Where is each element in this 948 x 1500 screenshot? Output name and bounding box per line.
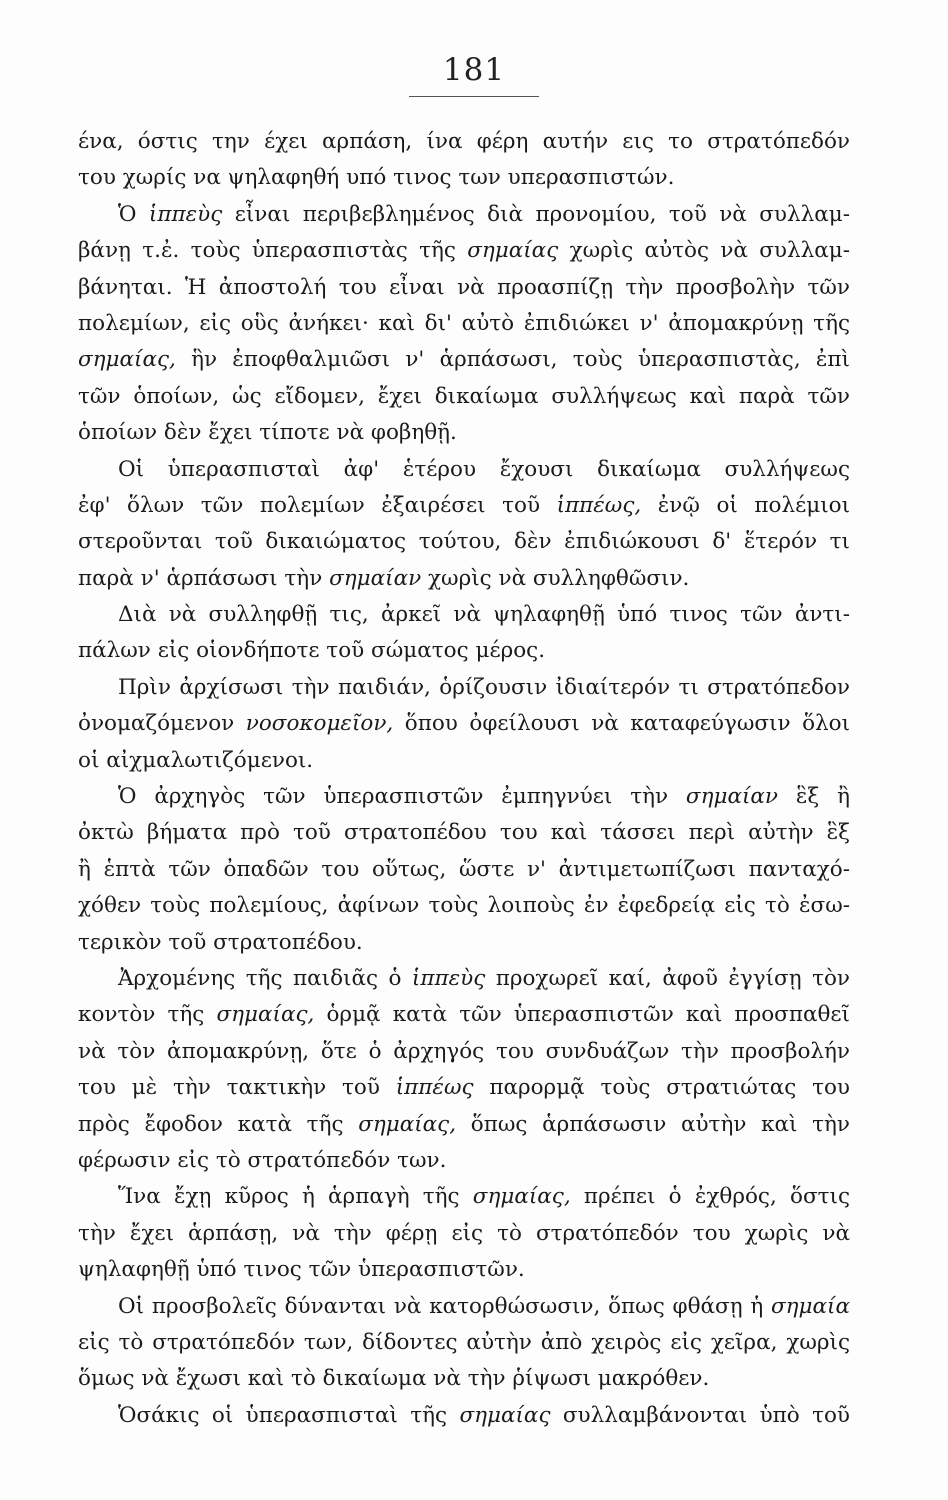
text-segment: χωρὶς νὰ συλληφθῶσιν. bbox=[421, 565, 690, 591]
text-segment: πρὸς ἔφοδον κατὰ τῆς bbox=[78, 1111, 359, 1137]
text-segment: Ὁσάκις οἱ ὑπερασπισταὶ τῆς bbox=[118, 1402, 460, 1428]
text-line bbox=[78, 124, 850, 160]
text-segment: του μὲ τὴν τακτικὴν τοῦ bbox=[78, 1075, 396, 1101]
text-segment: ἐνῷ οἱ πολέμιοι bbox=[641, 492, 850, 518]
text-segment: ὅπως ἁρπάσωσιν αὐτὴν καὶ τὴν bbox=[456, 1111, 850, 1137]
text-line bbox=[78, 1070, 850, 1106]
text-line bbox=[78, 1252, 850, 1288]
text-line bbox=[78, 415, 850, 451]
text-line bbox=[78, 633, 850, 669]
italic-word: σημαίας, bbox=[472, 1184, 571, 1210]
italic-word: σημαίας bbox=[459, 1402, 551, 1428]
text-segment: ὅμως νὰ ἔχωσι καὶ τὸ δικαίωμα νὰ τὴν ῥίψωσι μακρόθεν. bbox=[78, 1366, 710, 1392]
text-line bbox=[78, 524, 850, 560]
text-segment: τῶν ὁποίων, ὡς εἴδομεν, ἔχει δικαίωμα συλλήψεως καὶ παρὰ τῶν bbox=[78, 383, 850, 409]
text-line bbox=[78, 815, 850, 851]
italic-word: σημαίας, bbox=[78, 347, 176, 373]
text-segment: του χωρίς να ψηλαφηθή υπό τινος των υπερασπιστών. bbox=[78, 165, 675, 191]
italic-word: ἱππεὺς bbox=[411, 965, 486, 991]
text-line bbox=[78, 342, 850, 378]
italic-word: ἱππέως, bbox=[556, 492, 642, 518]
text-segment: παρὰ ν' ἁρπάσωσι τὴν bbox=[78, 565, 330, 591]
page-number: 181 bbox=[442, 52, 506, 88]
italic-word: σημαία bbox=[771, 1293, 850, 1319]
text-line bbox=[78, 925, 850, 961]
text-segment: ὀνομαζόμενον bbox=[78, 711, 246, 737]
text-segment: συλλαμβάνονται ὑπὸ τοῦ bbox=[550, 1402, 850, 1428]
text-line bbox=[78, 1398, 850, 1434]
header-rule bbox=[409, 96, 539, 97]
italic-word: σημαίας bbox=[467, 238, 559, 264]
text-line bbox=[78, 1361, 850, 1397]
text-segment: προχωρεῖ καί, ἀφοῦ ἐγγίσῃ τὸν bbox=[485, 965, 850, 991]
text-segment: ἣν ἐποφθαλμιῶσι ν' ἁρπάσωσι, τοὺς ὑπερασπιστὰς, ἐπὶ bbox=[175, 347, 850, 373]
text-line bbox=[78, 160, 850, 196]
text-line bbox=[78, 1325, 850, 1361]
italic-word: σημαίας, bbox=[216, 1002, 315, 1028]
text-line bbox=[78, 379, 850, 415]
text-segment: χόθεν τοὺς πολεμίους, ἀφίνων τοὺς λοιποὺς ἐν ἐφεδρείᾳ εἰς τὸ ἐσω- bbox=[78, 893, 850, 919]
text-segment: φέρωσιν εἰς τὸ στρατόπεδόν των. bbox=[78, 1147, 447, 1173]
text-segment: ὅπου ὀφείλουσι νὰ καταφεύγωσιν ὅλοι bbox=[393, 711, 851, 737]
text-line bbox=[78, 1107, 850, 1143]
text-line bbox=[78, 888, 850, 924]
text-line bbox=[78, 670, 850, 706]
text-segment: Οἱ ὑπερασπισταὶ ἀφ' ἑτέρου ἔχουσι δικαίωμα συλλήψεως bbox=[118, 456, 850, 482]
text-segment: ὁρμᾷ κατὰ τῶν ὑπερασπιστῶν καὶ προσπαθεῖ bbox=[314, 1002, 850, 1028]
text-segment: πάλων εἰς οἱονδήποτε τοῦ σώματος μέρος. bbox=[78, 638, 546, 664]
text-segment: πολεμίων, εἰς οὓς ἀνήκει· καὶ δι' αὐτὸ ἐπιδιώκει ν' ἀπομακρύνῃ τῆς bbox=[78, 310, 850, 336]
text-line bbox=[78, 1143, 850, 1179]
text-segment: εἶναι περιβεβλημένος διὰ προνομίου, τοῦ νὰ συλλαμ- bbox=[222, 201, 851, 227]
text-segment: ὁποίων δὲν ἔχει τίποτε νὰ φοβηθῇ. bbox=[78, 420, 457, 446]
text-segment: ἢ ἑπτὰ τῶν ὀπαδῶν του οὕτως, ὥστε ν' ἀντιμετωπίζωσι πανταχό- bbox=[78, 856, 850, 882]
text-line bbox=[78, 597, 850, 633]
text-line bbox=[78, 997, 850, 1033]
text-line bbox=[78, 779, 850, 815]
text-segment: ἐφ' ὅλων τῶν πολεμίων ἐξαιρέσει τοῦ bbox=[78, 492, 557, 518]
text-segment: νὰ τὸν ἀπομακρύνῃ, ὅτε ὁ ἀρχηγός του συνδυάζων τὴν προσβολήν bbox=[78, 1038, 850, 1064]
text-segment: Πρὶν ἀρχίσωσι τὴν παιδιάν, ὁρίζουσιν ἰδιαίτερόν τι στρατόπεδον bbox=[118, 674, 850, 700]
text-segment: βάνῃ τ.ἐ. τοὺς ὑπερασπιστὰς τῆς bbox=[78, 238, 468, 264]
italic-word: ἱππέως bbox=[395, 1075, 474, 1101]
text-segment: κοντὸν τῆς bbox=[78, 1002, 217, 1028]
text-line bbox=[78, 452, 850, 488]
text-line bbox=[78, 1034, 850, 1070]
text-segment: ψηλαφηθῇ ὑπό τινος τῶν ὑπερασπιστῶν. bbox=[78, 1257, 525, 1283]
text-segment: πρέπει ὁ ἐχθρός, ὅστις bbox=[570, 1184, 850, 1210]
text-segment: ένα, όστις την έχει αρπάση, ίνα φέρη αυτήν εις το στρατόπεδόν bbox=[78, 129, 850, 154]
text-line bbox=[78, 1289, 850, 1325]
text-line bbox=[78, 961, 850, 997]
text-segment: εἰς τὸ στρατόπεδόν των, δίδοντες αὐτὴν ἀπὸ χειρὸς εἰς χεῖρα, χωρὶς bbox=[78, 1329, 850, 1355]
text-segment: Ἵνα ἔχῃ κῦρος ἡ ἁρπαγὴ τῆς bbox=[118, 1184, 473, 1210]
text-line bbox=[78, 1216, 850, 1252]
text-line bbox=[78, 270, 850, 306]
text-segment: Διὰ νὰ συλληφθῇ τις, ἀρκεῖ νὰ ψηλαφηθῇ ὑπό τινος τῶν ἀντι- bbox=[118, 602, 850, 628]
text-line bbox=[78, 306, 850, 342]
text-segment: οἱ αἰχμαλωτιζόμενοι. bbox=[78, 747, 314, 773]
text-segment: χωρὶς αὐτὸς νὰ συλλαμ- bbox=[558, 238, 850, 264]
italic-word: ἱππεὺς bbox=[148, 201, 223, 227]
text-segment: στεροῦνται τοῦ δικαιώματος τούτου, δὲν ἐπιδιώκουσι δ' ἕτερόν τι bbox=[78, 529, 850, 555]
text-line bbox=[78, 488, 850, 524]
text-segment: Ἀρχομένης τῆς παιδιᾶς ὁ bbox=[118, 965, 412, 991]
text-segment: Οἱ προσβολεῖς δύνανται νὰ κατορθώσωσιν, ὅπως φθάσῃ ἡ bbox=[118, 1293, 771, 1319]
text-line bbox=[78, 706, 850, 742]
text-segment: βάνηται. Ἡ ἀποστολή του εἶναι νὰ προασπίζῃ τὴν προσβολὴν τῶν bbox=[78, 274, 850, 300]
text-line bbox=[78, 1179, 850, 1215]
text-line bbox=[78, 197, 850, 233]
text-segment: τερικὸν τοῦ στρατοπέδου. bbox=[78, 929, 363, 955]
italic-word: νοσοκομεῖον, bbox=[245, 711, 394, 737]
text-segment: ὀκτὼ βήματα πρὸ τοῦ στρατοπέδου του καὶ τάσσει περὶ αὐτὴν ἓξ bbox=[78, 820, 850, 846]
text-line bbox=[78, 743, 850, 779]
text-segment: παρορμᾷ τοὺς στρατιώτας του bbox=[473, 1075, 850, 1101]
text-line bbox=[78, 852, 850, 888]
italic-word: σημαίαν bbox=[329, 565, 422, 591]
text-line bbox=[78, 233, 850, 269]
text-segment: ἓξ ἢ bbox=[778, 784, 850, 810]
italic-word: σημαίαν bbox=[685, 784, 778, 810]
italic-word: σημαίας, bbox=[358, 1111, 457, 1137]
text-segment: τὴν ἔχει ἁρπάσῃ, νὰ τὴν φέρῃ εἰς τὸ στρατόπεδόν του χωρὶς νὰ bbox=[78, 1220, 850, 1246]
body-text bbox=[78, 124, 850, 1434]
text-segment: Ὁ ἀρχηγὸς τῶν ὑπερασπιστῶν ἐμπηγνύει τὴν bbox=[118, 784, 686, 810]
text-line bbox=[78, 561, 850, 597]
text-segment: Ὁ bbox=[118, 201, 149, 227]
